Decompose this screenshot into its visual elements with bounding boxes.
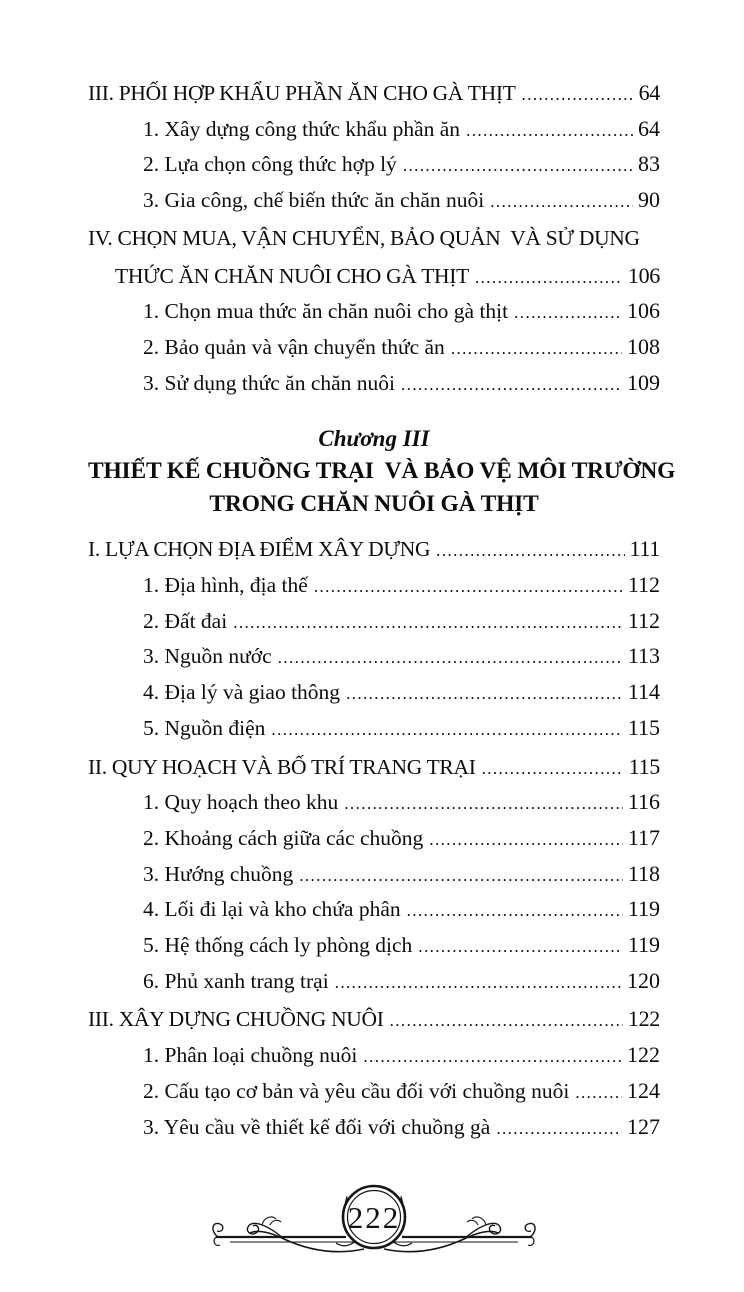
- toc-entry-title: III. XÂY DỰNG CHUỒNG NUÔI: [88, 1007, 384, 1032]
- toc-entry-page: 90: [638, 187, 660, 213]
- toc-entry: [143, 147, 660, 183]
- dot-leader: [490, 185, 633, 219]
- toc-entry-title: I. LỰA CHỌN ĐỊA ĐIỂM XÂY DỰNG: [88, 537, 431, 562]
- toc-entry-title: III. PHỐI HỢP KHẨU PHẦN ĂN CHO GÀ THỊT: [88, 81, 516, 105]
- toc-entry: [143, 892, 660, 928]
- toc-entry: [143, 183, 660, 219]
- toc-entry-page: 109: [627, 369, 660, 395]
- toc-entry-title: 3. Hướng chuồng: [143, 861, 294, 886]
- toc-entry-title: 3. Sử dụng thức ăn chăn nuôi: [143, 370, 396, 395]
- toc-entry: [143, 1110, 660, 1146]
- toc-entry-page: 106: [627, 298, 660, 324]
- toc-entry-page: 64: [638, 80, 660, 105]
- dot-leader: [299, 859, 623, 893]
- dot-leader: [451, 332, 622, 366]
- toc-entry: [115, 259, 660, 295]
- toc-entry-page: 113: [627, 643, 660, 669]
- dot-leader: [407, 894, 623, 928]
- toc-entry-title: II. QUY HOẠCH VÀ BỐ TRÍ TRANG TRẠI: [88, 754, 476, 779]
- toc-entry-page: 112: [627, 572, 660, 598]
- toc-entry-page: 118: [627, 860, 660, 886]
- toc-entry-page: 124: [627, 1077, 660, 1103]
- dot-leader: [575, 1076, 622, 1110]
- dot-leader: [522, 78, 634, 112]
- toc-entry-title: 3. Gia công, chế biến thức ăn chăn nuôi: [143, 188, 485, 213]
- toc-entry: [143, 294, 660, 330]
- chapter-title-line1: THIẾT KẾ CHUỒNG TRẠI VÀ BẢO VỆ MÔI TRƯỜNG: [88, 458, 676, 485]
- toc-entry-title: 1. Xây dựng công thức khẩu phần ăn: [143, 116, 461, 141]
- dot-leader: [496, 1112, 622, 1146]
- toc-entry-title: 1. Địa hình, địa thế: [143, 573, 308, 598]
- toc-section-lower: [88, 532, 660, 1145]
- toc-entry-title: 3. Yêu cầu về thiết kế đối với chuồng gà: [143, 1114, 491, 1139]
- dot-leader: [466, 114, 633, 148]
- dot-leader: [482, 752, 624, 786]
- dot-leader: [233, 606, 623, 640]
- page-footer: [88, 1167, 660, 1271]
- toc-entry: [143, 675, 660, 711]
- toc-entry-title: 2. Khoảng cách giữa các chuồng: [143, 825, 424, 850]
- toc-entry-page: 115: [628, 753, 660, 779]
- chapter-heading: [88, 423, 676, 520]
- toc-entry: [88, 76, 660, 112]
- toc-entry-title: 3. Nguồn nước: [143, 644, 272, 669]
- toc-entry-page: 122: [627, 1042, 660, 1068]
- chapter-kicker: Chương III: [318, 426, 430, 452]
- toc-entry-title: IV. CHỌN MUA, VẬN CHUYỂN, BẢO QUẢN VÀ SỬ DỤNG: [88, 225, 640, 250]
- dot-leader: [403, 149, 633, 183]
- toc-entry-page: 111: [629, 536, 660, 562]
- toc-entry: [143, 711, 660, 747]
- toc-entry: [143, 1074, 660, 1110]
- dot-leader: [514, 296, 622, 330]
- dot-leader: [363, 1040, 622, 1074]
- dot-leader: [271, 713, 622, 747]
- dot-leader: [390, 1004, 623, 1038]
- toc-entry-page: 119: [627, 932, 660, 958]
- toc-entry: [143, 964, 660, 1000]
- toc-entry-page: 64: [638, 115, 660, 141]
- toc-entry-title: 2. Cấu tạo cơ bản và yêu cầu đối với chuồng nuôi: [143, 1078, 570, 1103]
- toc-entry: [143, 821, 660, 857]
- dot-leader: [335, 966, 622, 1000]
- toc-entry: [143, 785, 660, 821]
- toc-entry-page: 112: [627, 607, 660, 633]
- toc-entry: [143, 330, 660, 366]
- toc-entry-title: 1. Quy hoạch theo khu: [143, 790, 339, 815]
- toc-entry-title: 1. Phân loại chuồng nuôi: [143, 1043, 358, 1068]
- chapter-title-line2: TRONG CHĂN NUÔI GÀ THỊT: [209, 490, 539, 517]
- dot-leader: [475, 261, 623, 295]
- toc-entry-page: 122: [627, 1006, 660, 1032]
- toc-entry: [143, 1038, 660, 1074]
- toc-entry-title: 5. Nguồn điện: [143, 715, 266, 740]
- dot-leader: [346, 677, 623, 711]
- toc-entry-page: 127: [627, 1113, 660, 1139]
- toc-entry: [143, 639, 660, 675]
- toc-entry-page: 119: [627, 896, 660, 922]
- dot-leader: [314, 570, 623, 604]
- toc-entry-title: 2. Bảo quản và vận chuyển thức ăn: [143, 334, 445, 359]
- page-number: 222: [347, 1200, 401, 1236]
- toc-entry: [143, 604, 660, 640]
- toc-entry-title: THỨC ĂN CHĂN NUÔI CHO GÀ THỊT: [115, 263, 469, 288]
- toc-entry: [143, 568, 660, 604]
- dot-leader: [278, 641, 623, 675]
- toc-entry-page: 108: [627, 333, 660, 359]
- footer-ornament: [206, 1167, 542, 1271]
- dot-leader: [429, 823, 623, 857]
- toc-entry-title: 6. Phủ xanh trang trại: [143, 968, 329, 993]
- toc-entry-title: 2. Đất đai: [143, 608, 228, 633]
- toc-entry-page: 116: [627, 789, 660, 815]
- dot-leader: [344, 787, 623, 821]
- toc-entry: [143, 112, 660, 148]
- toc-entry: [88, 532, 660, 568]
- dot-leader: [418, 930, 623, 964]
- toc-section-upper: [88, 76, 660, 401]
- toc-entry: [88, 222, 660, 256]
- toc-entry-page: 120: [627, 967, 660, 993]
- toc-entry-title: 5. Hệ thống cách ly phòng dịch: [143, 933, 413, 958]
- toc-entry-title: 2. Lựa chọn công thức hợp lý: [143, 152, 397, 177]
- toc-entry-page: 115: [627, 714, 660, 740]
- toc-entry-title: 4. Địa lý và giao thông: [143, 680, 341, 705]
- toc-entry-title: 1. Chọn mua thức ăn chăn nuôi cho gà thịt: [143, 299, 509, 324]
- toc-entry: [88, 1002, 660, 1038]
- toc-entry-page: 83: [638, 151, 660, 177]
- toc-entry: [143, 857, 660, 893]
- toc-entry-page: 106: [627, 262, 660, 288]
- dot-leader: [401, 368, 622, 402]
- toc-entry: [143, 928, 660, 964]
- toc-entry-title: 4. Lối đi lại và kho chứa phân: [143, 897, 401, 922]
- toc-entry: [88, 750, 660, 786]
- toc-entry: [143, 366, 660, 402]
- toc-entry-page: 114: [627, 679, 660, 705]
- toc-entry-page: 117: [627, 824, 660, 850]
- dot-leader: [436, 534, 624, 568]
